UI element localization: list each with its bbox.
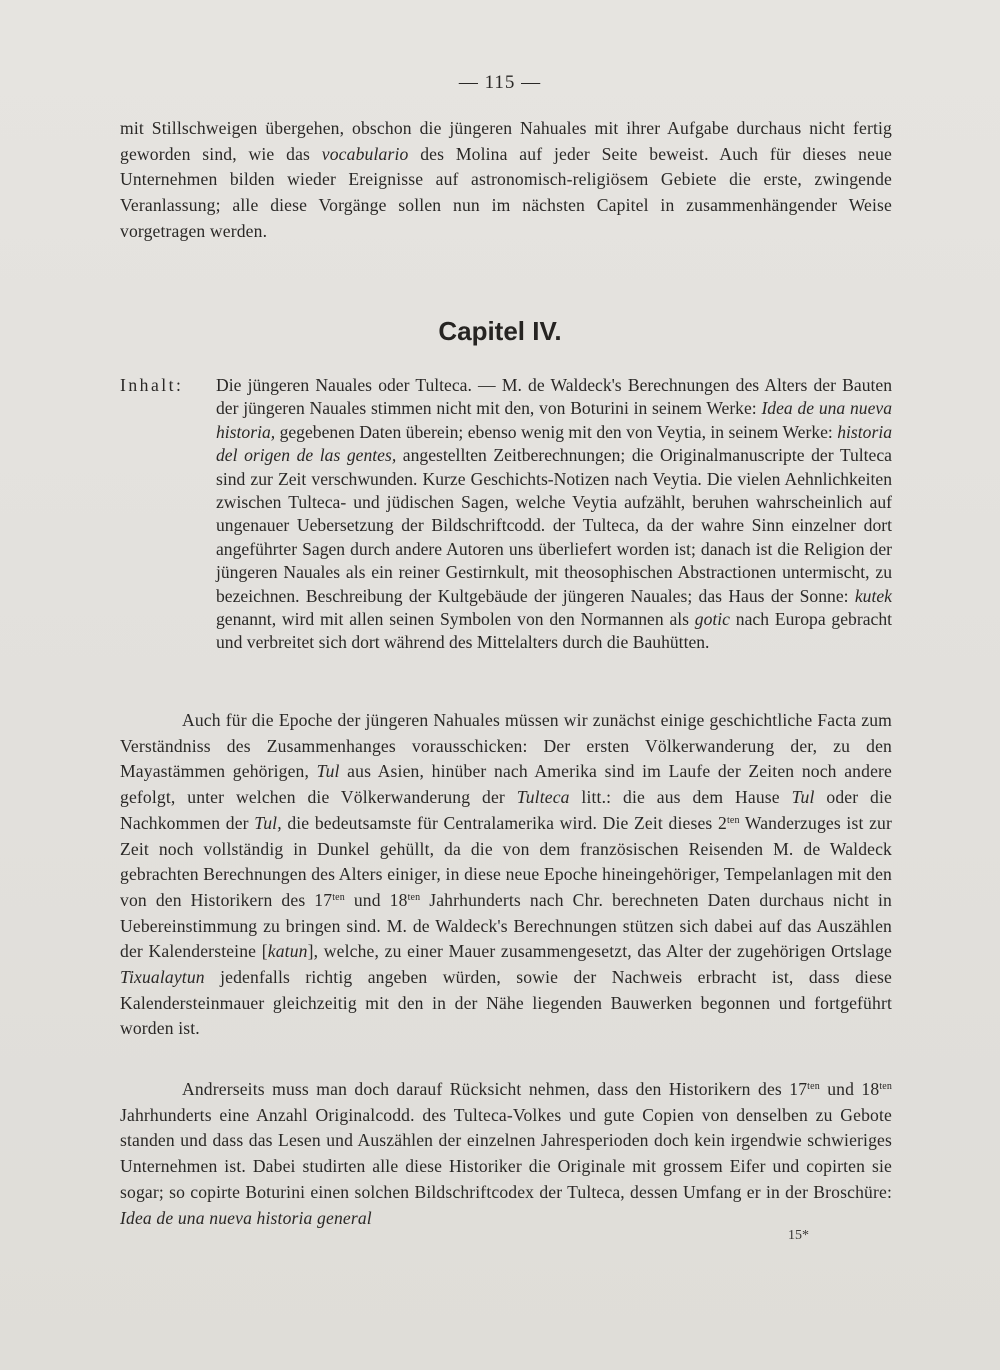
chapter-summary <box>120 374 892 655</box>
chapter-heading: Capitel IV. <box>438 316 562 346</box>
summary-text: Die jüngeren Nauales oder Tulteca. — M. de Waldeck's Berechnungen des Alters der Bauten der jüngeren Nauales stimmen nicht mit den, von Boturini in seinem Werke: Idea de una nueva historia, gegebenen Daten überein; ebenso wenig mit den von Veytia, in seinem Werke: historia del origen de las gentes, angestellten Zeitberechnungen; die Originalmanuscripte der Tulteca sind zur Zeit verschwunden. Kurze Geschichts-Notizen nach Veytia. Die vielen Aehnlichkeiten zwischen Tulteca- und jüdischen Sagen, welche Veytia aufzählt, beruhen wahrscheinlich auf ungenauer Uebersetzung der Bildschriftcodd. der Tulteca, da der wahre Sinn einzelner dort angeführter Sagen durch andere Autoren uns überliefert worden ist; danach ist die Religion der jüngeren Nauales als ein reiner Gestirnkult, mit theosophischen Abstractionen untermischt, zu bezeichnen. Beschreibung der Kultgebäude der jüngeren Nauales; das Haus der Sonne: kutek genannt, wird mit allen seinen Symbolen von den Normannen als gotic nach Europa gebracht und verbreitet sich dort während des Mittelalters durch die Bauhütten. <box>216 375 892 653</box>
page-number: — 115 — <box>458 72 542 93</box>
body-paragraph-2: Andrerseits muss man doch darauf Rücksicht nehmen, dass den Historikern des $17^{ten}$ und $18^{ten}$ Jahrhunderts eine Anzahl Originalcodd. des Tulteca-Volkes und gute Copien von denselben zu Gebote standen und dass das Lesen und Auszählen der einzelnen Jahresperioden doch kein irgendwie schwieriges Unternehmen ist. Dabei studirten alle diese Historiker die Originale mit grossem Eifer und copirten sie sogar; so copirte Boturini einen solchen Bildschriftcodex der Tulteca, dessen Umfang er in der Broschüre: Idea de una nueva historia general <box>120 1079 892 1228</box>
signature-mark: 15* <box>788 1228 809 1243</box>
intro-paragraph: mit Stillschweigen übergehen, obschon die jüngeren Nahuales mit ihrer Aufgabe durchaus nicht fertig geworden sind, wie das vocabulario des Molina auf jeder Seite beweist. Auch für dieses neue Unternehmen bilden wieder Ereignisse auf astronomisch-religiösem Gebiete die erste, zwingende Veranlassung; alle diese Vorgänge sollen nun im nächsten Capitel in zusammenhängender Weise vorgetragen werden. <box>120 118 892 241</box>
summary-label: Inhalt: <box>120 375 184 395</box>
body-paragraph-1: Auch für die Epoche der jüngeren Nahuales müssen wir zunächst einige geschichtliche Facta zum Verständniss des Zusammenhanges vorausschicken: Der ersten Völkerwanderung der, zu den Mayastämmen gehörigen, Tul aus Asien, hinüber nach Amerika sind im Laufe der Zeiten noch andere gefolgt, unter welchen die Völkerwanderung der Tulteca litt.: die aus dem Hause Tul oder die Nachkommen der Tul, die bedeutsamste für Centralamerika wird. Die Zeit dieses $2^{ten}$ Wanderzuges ist zur Zeit noch vollständig in Dunkel gehüllt, da die von dem französischen Reisenden M. de Waldeck gebrachten Berechnungen des Alters einiger, in diese neue Epoche hineingehöriger, Tempelanlagen mit den von den Historikern des $17^{ten}$ und $18^{ten}$ Jahrhunderts nach Chr. berechneten Daten durchaus nicht in Uebereinstimmung zu bringen sind. M. de Waldeck's Berechnungen stützen sich dabei auf das Auszählen der Kalendersteine [katun], welche, zu einer Mauer zusammengesetzt, das Alter der zugehörigen Ortslage Tixualaytun jedenfalls richtig angeben würden, sowie der Nachweis erbracht ist, dass diese Kalendersteinmauer gleichzeitig mit den in der Nähe liegenden Bauwerken begonnen und fortgeführt worden ist. <box>120 710 892 1039</box>
